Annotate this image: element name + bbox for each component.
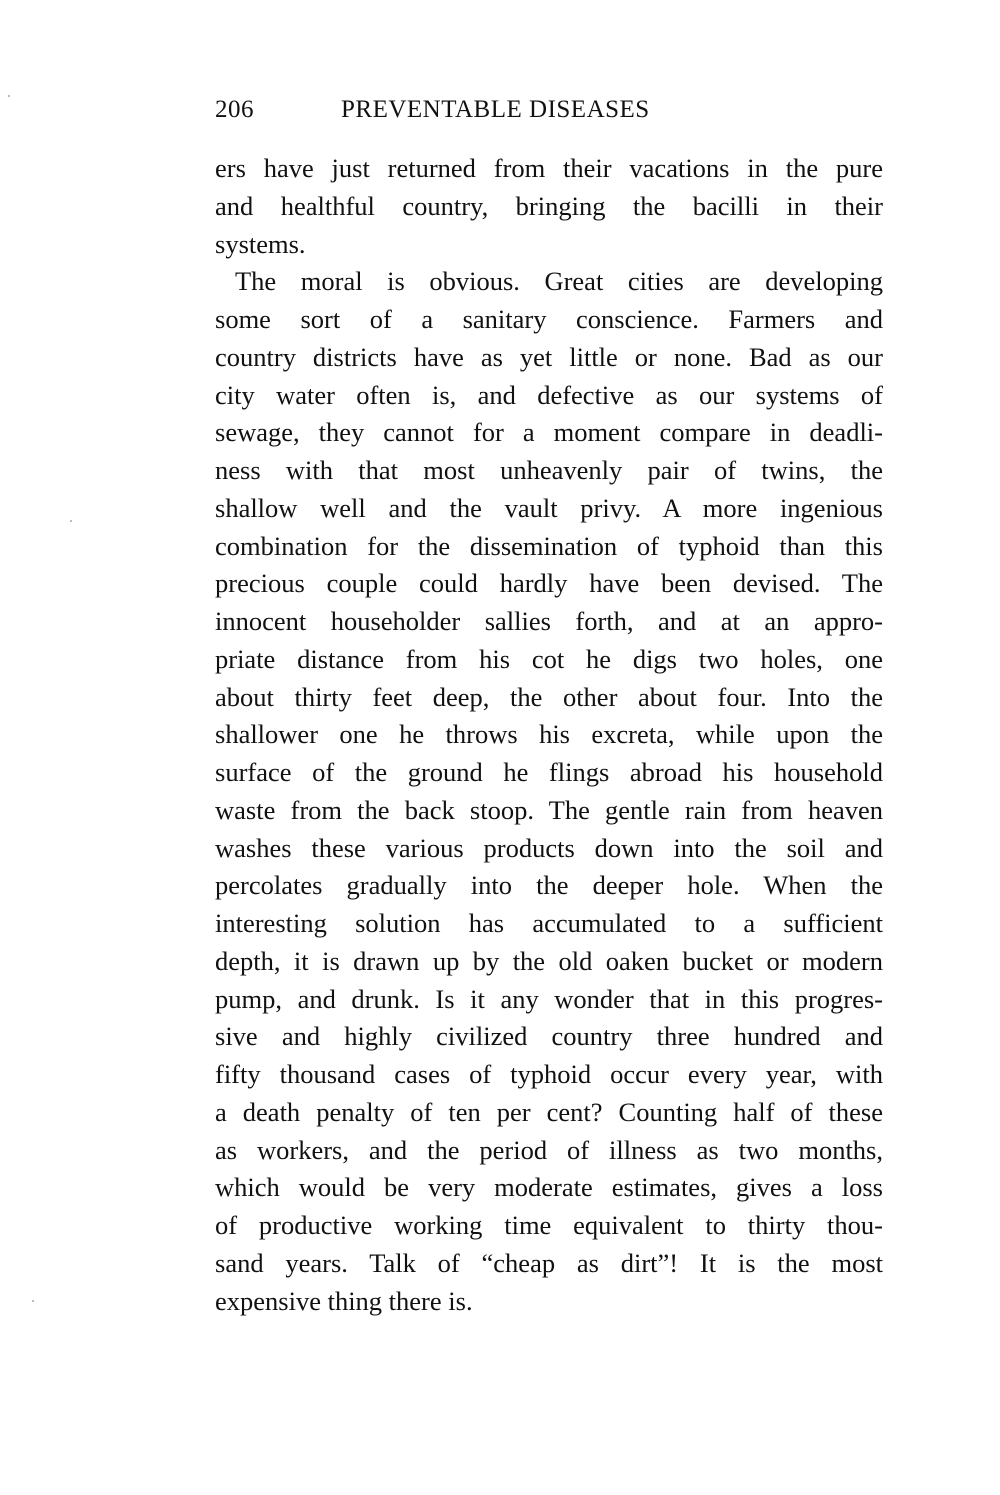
text-line: expensive thing there is. bbox=[215, 1285, 473, 1316]
text-line: sive and highly civilized country three hundred and bbox=[215, 1021, 883, 1052]
text-line: The moral is obvious. Great cities are developing bbox=[235, 266, 883, 297]
text-line: fifty thousand cases of typhoid occur every year, with bbox=[215, 1059, 883, 1089]
paragraph bbox=[215, 150, 883, 263]
text-line: innocent householder sallies forth, and at an appro- bbox=[215, 606, 883, 636]
text-line: about thirty feet deep, the other about four. Into the bbox=[215, 681, 883, 712]
text-line: country districts have as yet little or none. Bad as our bbox=[215, 341, 883, 372]
text-line: ness with that most unheavenly pair of twins, the bbox=[215, 455, 883, 485]
text-line: surface of the ground he flings abroad his household bbox=[215, 757, 883, 787]
page-number: 206 bbox=[215, 96, 254, 123]
running-title: PREVENTABLE DISEASES bbox=[341, 96, 650, 123]
text-line: combination for the dissemination of typhoid than this bbox=[215, 530, 883, 561]
scan-speck bbox=[70, 520, 72, 522]
text-line: sewage, they cannot for a moment compare in deadli- bbox=[215, 417, 883, 448]
text-line: as workers, and the period of illness as two months, bbox=[215, 1134, 883, 1165]
text-line: shallow well and the vault privy. A more ingenious bbox=[215, 492, 883, 523]
text-line: city water often is, and defective as our systems of bbox=[215, 379, 883, 410]
text-line: a death penalty of ten per cent? Counting half of these bbox=[215, 1096, 883, 1127]
text-line: sand years. Talk of “cheap as dirt”! It is the most bbox=[215, 1247, 883, 1278]
text-line: percolates gradually into the deeper hole. When the bbox=[215, 870, 883, 901]
text-line: priate distance from his cot he digs two holes, one bbox=[215, 643, 883, 674]
paragraph bbox=[215, 263, 883, 1320]
text-line: shallower one he throws his excreta, while upon the bbox=[215, 719, 883, 750]
text-line: which would be very moderate estimates, gives a loss bbox=[215, 1172, 883, 1203]
text-line: interesting solution has accumulated to a sufficient bbox=[215, 908, 883, 938]
scan-speck bbox=[32, 1300, 34, 1302]
page-header bbox=[215, 96, 883, 132]
scan-speck bbox=[8, 95, 10, 97]
page-body bbox=[215, 150, 883, 1320]
text-line: of productive working time equivalent to thirty thou- bbox=[215, 1210, 883, 1240]
text-line: some sort of a sanitary conscience. Farmers and bbox=[215, 304, 883, 334]
text-line: washes these various products down into the soil and bbox=[215, 832, 883, 863]
text-line: systems. bbox=[215, 228, 306, 259]
text-line: ers have just returned from their vacations in the pure bbox=[215, 153, 883, 183]
text-line: waste from the back stoop. The gentle rain from heaven bbox=[215, 794, 883, 825]
text-line: pump, and drunk. Is it any wonder that in this progres- bbox=[215, 983, 883, 1014]
text-line: and healthful country, bringing the bacilli in their bbox=[215, 190, 883, 221]
text-line: precious couple could hardly have been devised. The bbox=[215, 568, 883, 599]
text-line: depth, it is drawn up by the old oaken bucket or modern bbox=[215, 945, 883, 976]
